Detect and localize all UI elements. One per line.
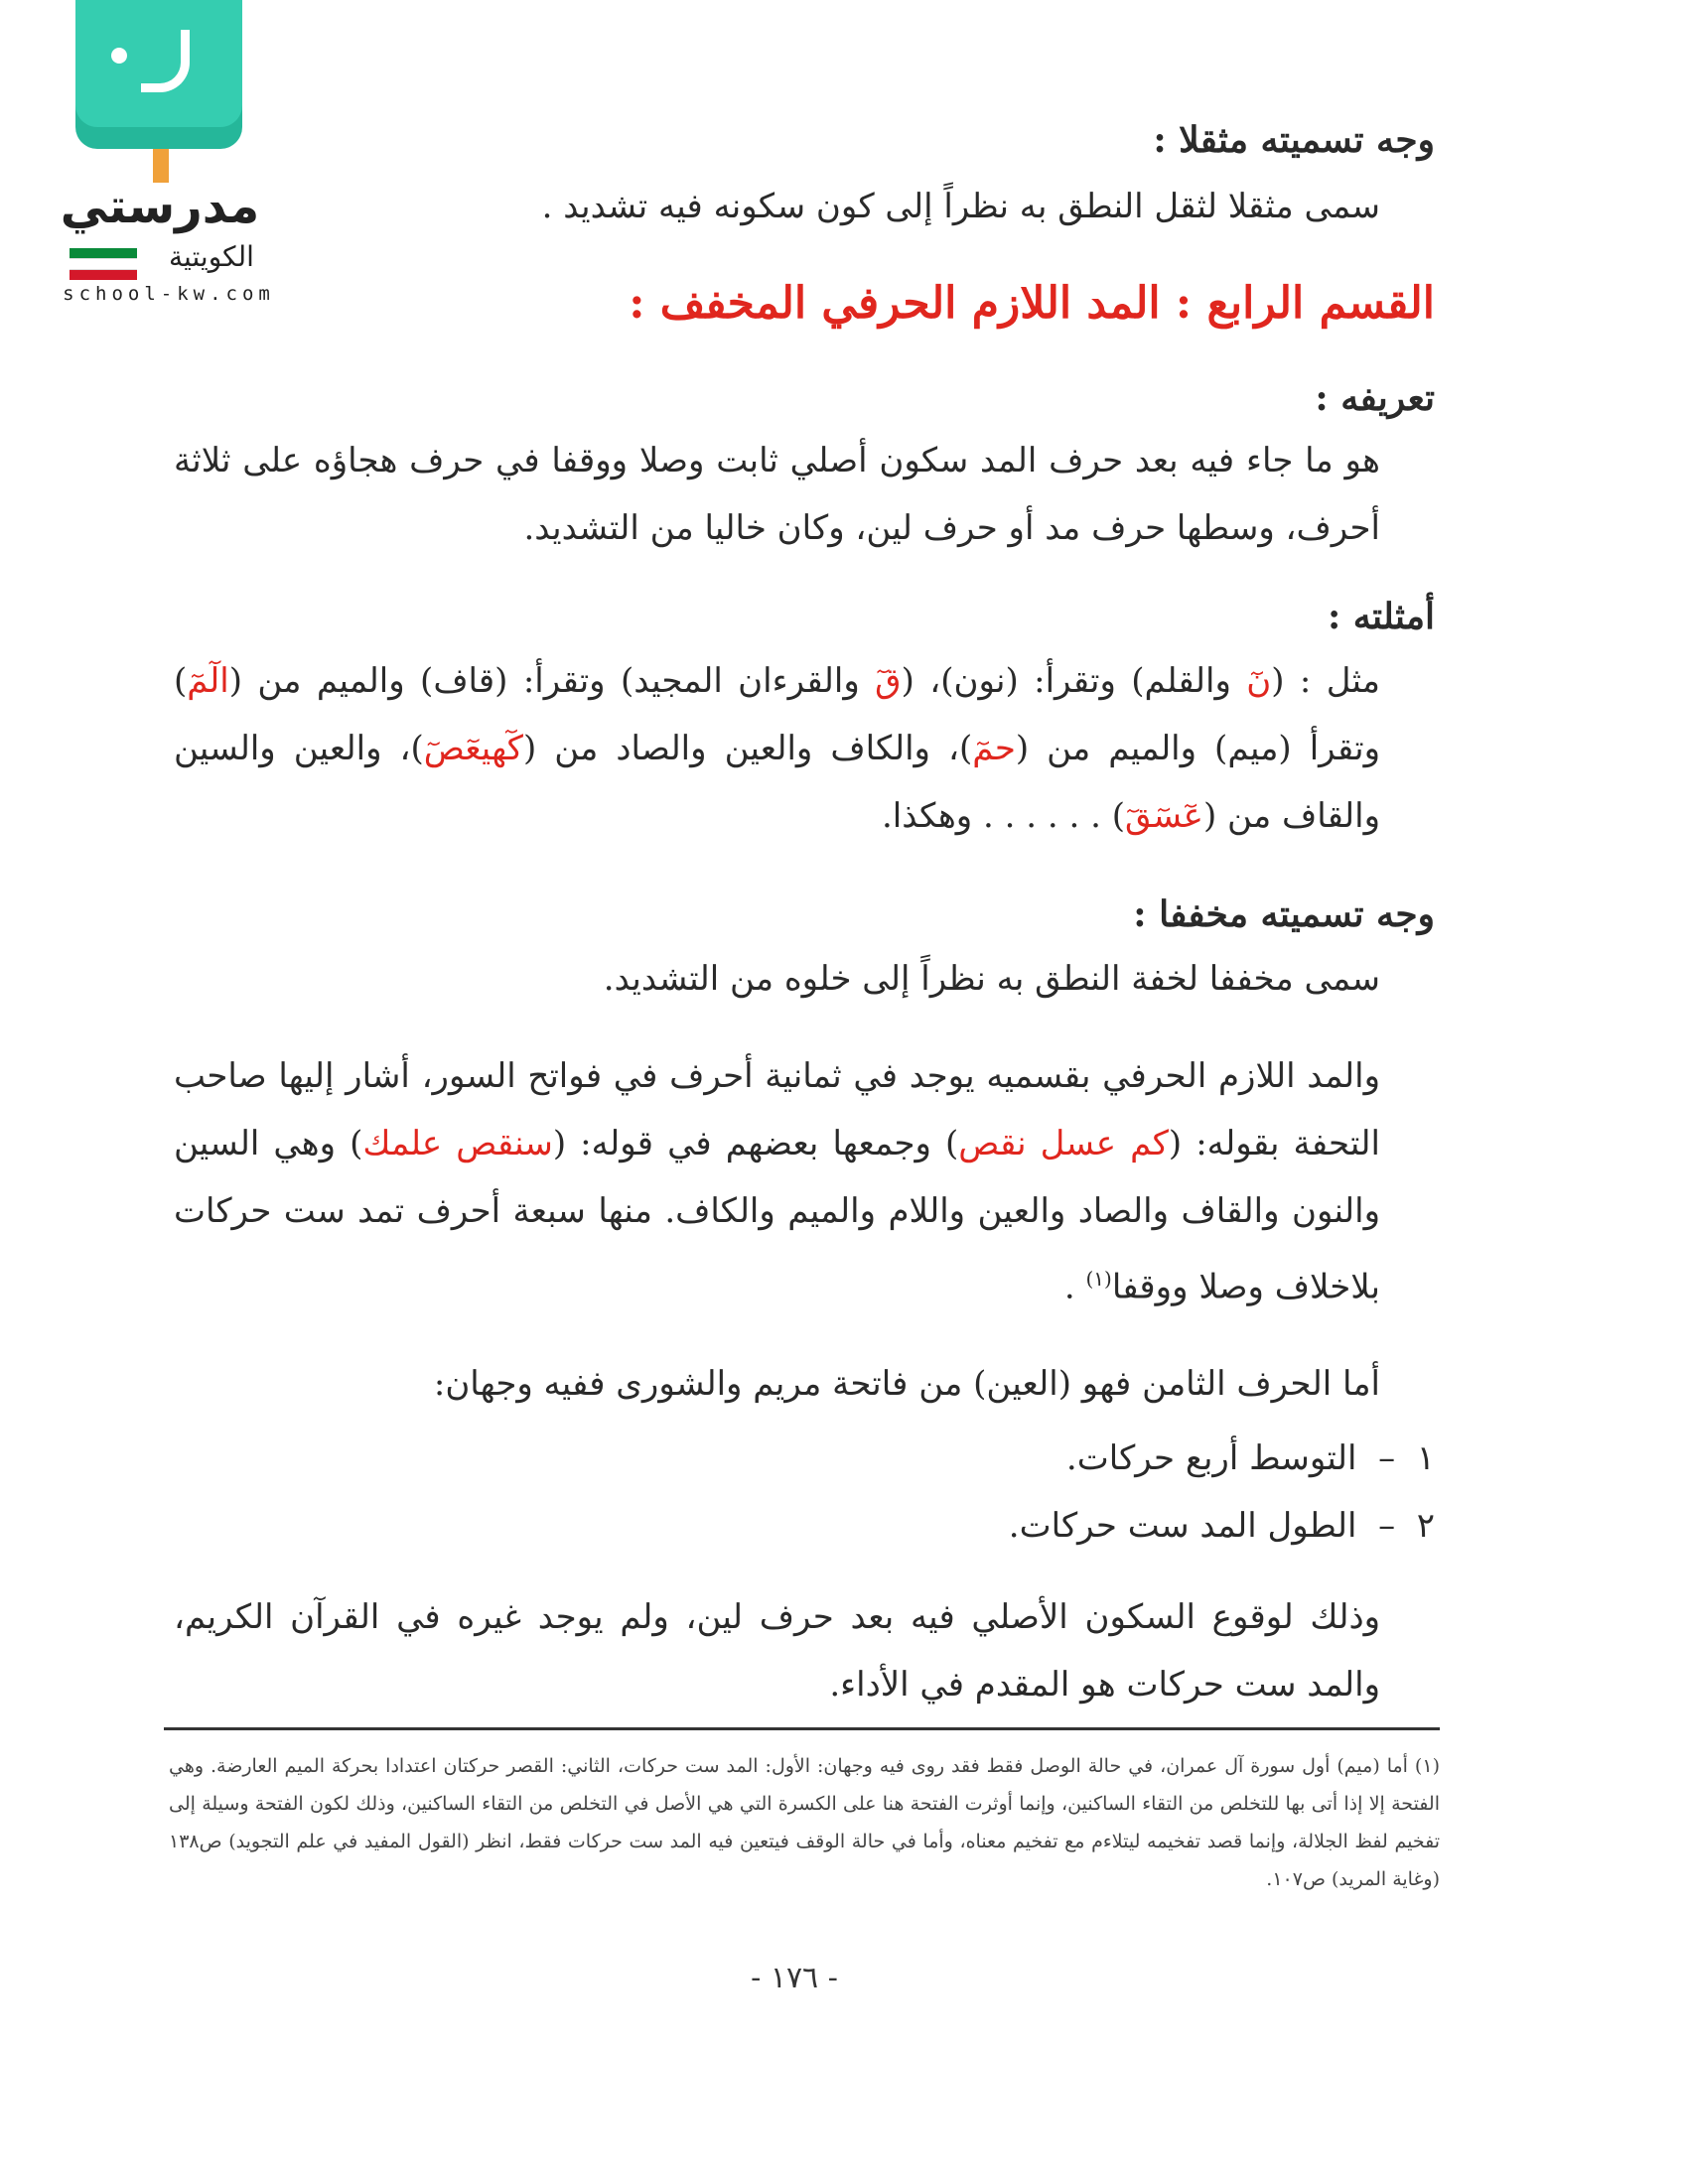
list-text: الطول المد ست حركات. xyxy=(1008,1506,1357,1546)
p1-red: سنقص علمك xyxy=(362,1124,553,1163)
ex-part: والقرءان المجيد) وتقرأ: (قاف) والميم من ( xyxy=(228,661,876,701)
text-conclusion: وذلك لوقوع السكون الأصلي فيه بعد حرف لين، ولم يوجد غيره في القرآن الكريم، والمد ست حركات هو المقدم في الأداء. xyxy=(174,1597,1380,1705)
p1-end: . xyxy=(1063,1267,1086,1307)
bookmark-icon xyxy=(153,149,169,183)
text-heavy: سمى مثقلا لثقل النطق به نظراً إلى كون سكونه فيه تشديد . xyxy=(541,187,1380,226)
paragraph-conclusion xyxy=(174,1583,1435,1718)
section-title-block xyxy=(174,278,1435,329)
logo-brand: مدرستي xyxy=(60,179,260,234)
kuwait-flag-icon xyxy=(70,248,137,278)
text-examples xyxy=(174,647,1435,850)
ex-red: كٓهيعٓصٓ xyxy=(423,729,523,768)
logo-url: school-kw.com xyxy=(63,283,275,305)
section-heavy xyxy=(174,119,1435,240)
text-letters xyxy=(174,1042,1435,1320)
heading-light: وجه تسميته مخففا : xyxy=(1133,893,1435,935)
list-num: ١ xyxy=(1416,1438,1435,1478)
p1-part: والمد اللازم الحرفي بقسميه يوجد في ثمانية أحرف في فواتح السور، أشار إليها صاحب التحفة بقوله: ( xyxy=(174,1056,1380,1163)
ex-part: مثل : ( xyxy=(1271,661,1380,701)
p1-red: كم عسل نقص xyxy=(958,1124,1169,1163)
ex-red: عٓسٓقٓ xyxy=(1125,796,1203,836)
list-text: التوسط أربع حركات. xyxy=(1065,1438,1357,1478)
footnote-mark[interactable]: (١) xyxy=(1085,1267,1112,1291)
logo-country: الكويتية xyxy=(169,240,254,273)
heading-examples: أمثلته : xyxy=(1327,596,1435,637)
examples-block xyxy=(174,596,1435,850)
ex-red: قٓ xyxy=(875,661,902,701)
heading-heavy: وجه تسميته مثقلا : xyxy=(1153,119,1435,161)
ex-part: ) . . . . . . وهكذا. xyxy=(882,796,1125,836)
ex-part: ) وتقرأ (ميم) والميم من ( xyxy=(174,661,1380,768)
text-eighth: أما الحرف الثامن فهو (العين) من فاتحة مريم والشورى ففيه وجهان: xyxy=(433,1364,1380,1404)
list-num: ٢ xyxy=(1416,1506,1435,1546)
definition-block xyxy=(174,377,1435,562)
ex-part: )، والعين والسين والقاف من ( xyxy=(174,729,1380,836)
ex-part: والقلم) وتقرأ: (نون)، ( xyxy=(901,661,1247,701)
list-item: ١ – التوسط أربع حركات. xyxy=(1065,1438,1435,1478)
ex-red: نٓ xyxy=(1246,661,1272,701)
ex-red: حمٓ xyxy=(972,729,1016,768)
p1-part: ) وجمعها بعضهم في قوله: ( xyxy=(552,1124,959,1163)
section-title: القسم الرابع : المد اللازم الحرفي المخفف : xyxy=(629,278,1435,329)
heading-definition: تعريفه : xyxy=(1315,377,1435,419)
ex-red: الٓمٓ xyxy=(187,661,229,701)
ex-part: )، والكاف والعين والصاد من ( xyxy=(522,729,973,768)
section-light xyxy=(174,893,1435,1013)
page-number: - ١٧٦ - xyxy=(751,1961,838,1995)
p1-part: ) وهي السين والنون والقاف والصاد والعين واللام والميم والكاف. منها سبعة أحرف تمد ست حركات بلاخلاف وصلا ووقفا xyxy=(174,1124,1380,1307)
footnote: (١) أما (ميم) أول سورة آل عمران، في حالة الوصل فقط فقد روى فيه وجهان: الأول: المد ست حركات، الثاني: القصر حركتان اعتدادا بحركة الميم العارضة. وهي الفتحة إلا إذا أتى بها للتخلص من التقاء الساكنين، وإنما أوثرت الفتحة هنا على الكسرة التي هي الأصل في التخلص من التقاء الساكنين، وذلك لكون الفتحة وسيلة إلى تفخيم لفظ الجلالة، وإنما قصد تفخيمه ليتلاءم مع تفخيم معناه، وأما في حالة الوقف فيتعين فيه المد ست حركات فقط، انظر (القول المفيد في علم التجويد) ص١٣٨ (وغاية المريد) ص١٠٧. xyxy=(169,1755,1440,1890)
text-definition: هو ما جاء فيه بعد حرف المد سكون أصلي ثابت وصلا ووقفا في حرف هجاؤه على ثلاثة أحرف، وسطها حرف مد أو حرف لين، وكان خاليا من التشديد. xyxy=(174,441,1380,548)
list-item: ٢ – الطول المد ست حركات. xyxy=(1008,1506,1435,1546)
paragraph-eighth xyxy=(174,1350,1435,1418)
faces-list xyxy=(174,1425,1435,1560)
footnote-divider xyxy=(164,1727,1440,1730)
logo-eye xyxy=(111,48,127,64)
paragraph-letters xyxy=(174,1042,1435,1320)
text-light: سمى مخففا لخفة النطق به نظراً إلى خلوه من التشديد. xyxy=(603,959,1380,999)
